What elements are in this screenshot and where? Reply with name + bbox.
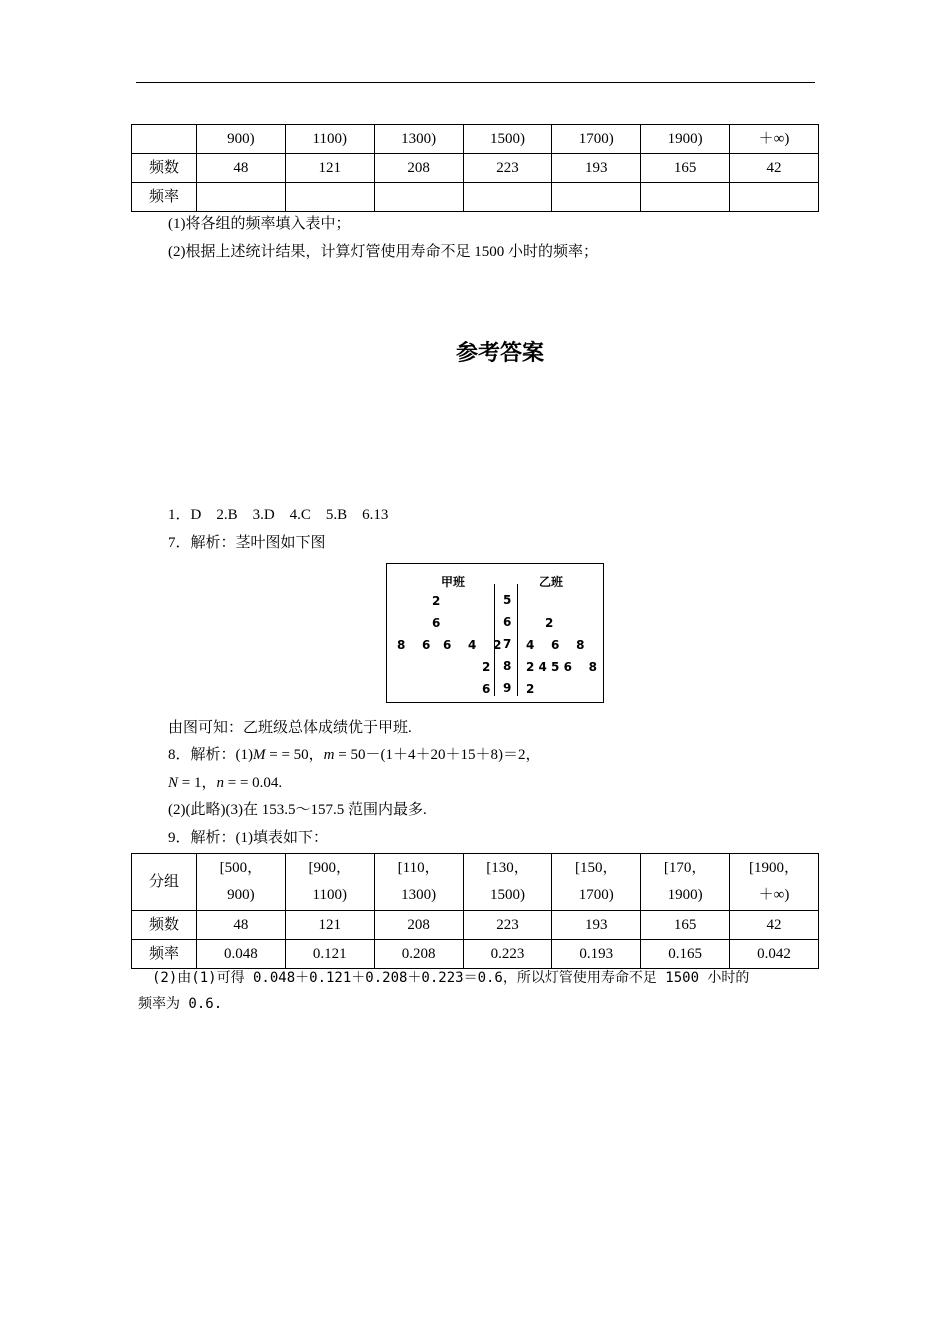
answer-9: 9．解析：(1)填表如下：: [168, 830, 328, 846]
table-cell: 1500): [463, 125, 552, 154]
table-cell: 1100): [285, 125, 374, 154]
left-leaves: 6: [482, 682, 491, 696]
interval-end: 1700): [578, 887, 614, 903]
question-1: (1)将各组的频率填入表中；: [168, 216, 351, 232]
interval-start: [500，: [219, 860, 263, 876]
table-cell: [374, 183, 463, 212]
right-leaves: 2: [545, 616, 554, 630]
table-cell: 48: [197, 911, 286, 940]
answer-8-line1: [168, 743, 540, 764]
table-cell: 0.121: [285, 940, 374, 969]
interval-end: 900): [227, 887, 255, 903]
header-rule: [136, 82, 815, 83]
table-cell: 165: [641, 154, 730, 183]
stem-value: 8: [503, 659, 512, 673]
answers-1-6: 1．D 2.B 3.D 4.C 5.B 6.13: [168, 507, 389, 523]
lifespan-table-filled: [131, 853, 819, 969]
table-cell: [463, 854, 552, 911]
table-cell: 208: [374, 154, 463, 183]
answer-8-part2: (2)(此略)(3)在 153.5～157.5 范围内最多.: [168, 802, 427, 818]
table-cell: 0.048: [197, 940, 286, 969]
table-cell: [374, 854, 463, 911]
table-cell: [285, 854, 374, 911]
table-cell: 1300): [374, 125, 463, 154]
table-cell: 1700): [552, 125, 641, 154]
question-2: (2)根据上述统计结果，计算灯管使用寿命不足 1500 小时的频率；: [168, 244, 598, 260]
stem-leaf-plot: [386, 563, 604, 703]
interval-start: [170，: [663, 860, 707, 876]
table-cell: 193: [552, 154, 641, 183]
table-cell: 0.208: [374, 940, 463, 969]
table-cell: 193: [552, 911, 641, 940]
table-cell: 208: [374, 911, 463, 940]
answer-8-text: = 50－(1＋4＋20＋15＋8)＝2，: [334, 747, 541, 763]
table-cell: 121: [285, 911, 374, 940]
left-leaves: 6: [432, 616, 441, 630]
table-cell: 0.042: [730, 940, 819, 969]
table-cell: [197, 854, 286, 911]
stem-value: 5: [503, 593, 512, 607]
left-leaves: 2: [432, 594, 441, 608]
interval-end: ＋∞): [758, 887, 790, 903]
right-leaves: 2 4 5 6 8: [526, 660, 597, 674]
table-cell: 121: [285, 154, 374, 183]
answer-7-conclusion: 由图可知：乙班级总体成绩优于甲班.: [168, 720, 412, 736]
table-row: [132, 911, 819, 940]
interval-start: [110，: [397, 860, 440, 876]
table-row: [132, 154, 819, 183]
row-label: 频率: [132, 940, 197, 969]
row-label: 分组: [132, 854, 197, 911]
table-cell: 42: [730, 154, 819, 183]
table-row: [132, 183, 819, 212]
answer-8-text: = 1，: [178, 775, 217, 791]
answer-8-line2: [168, 771, 282, 792]
table-row: [132, 854, 819, 911]
table-cell: 900): [197, 125, 286, 154]
left-class-label: 甲班: [441, 575, 466, 589]
table-cell: [641, 183, 730, 212]
answer-9-part2-line2: 频率为 0.6.: [138, 996, 223, 1012]
table-cell: [641, 854, 730, 911]
right-leaves: 2: [526, 682, 535, 696]
page-title: 参考答案: [455, 341, 544, 366]
interval-start: [150，: [575, 860, 618, 876]
table-cell: 0.165: [641, 940, 730, 969]
right-leaves: 4 6 8: [526, 638, 585, 652]
right-class-label: 乙班: [539, 575, 564, 589]
table-cell: 223: [463, 154, 552, 183]
row-label: 频率: [132, 183, 197, 212]
answer-8-text: = = 50，: [265, 747, 324, 763]
answer-9-part2-line1: (2)由(1)可得 0.048＋0.121＋0.208＋0.223＝0.6，所以灯管使用寿命不足 1500 小时的: [138, 970, 750, 986]
lifespan-table-partial: [131, 124, 819, 212]
table-row: [132, 125, 819, 154]
interval-start: [130，: [486, 860, 529, 876]
table-cell: [552, 183, 641, 212]
table-cell: [730, 854, 819, 911]
answer-7: 7．解析：茎叶图如下图: [168, 535, 326, 551]
row-label: 频数: [132, 154, 197, 183]
interval-start: [900，: [308, 860, 352, 876]
interval-end: 1100): [312, 887, 347, 903]
stem-value: 9: [503, 681, 512, 695]
answer-8-text: = = 0.04.: [223, 775, 283, 791]
table-cell: 0.193: [552, 940, 641, 969]
var-N: N: [168, 775, 179, 791]
table-cell: 165: [641, 911, 730, 940]
table-cell: [132, 125, 197, 154]
table-cell: [285, 183, 374, 212]
table-cell: 0.223: [463, 940, 552, 969]
interval-end: 1500): [489, 887, 525, 903]
table-cell: 1900): [641, 125, 730, 154]
interval-end: 1900): [667, 887, 703, 903]
table-cell: ＋∞): [730, 125, 819, 154]
table-cell: 42: [730, 911, 819, 940]
table-cell: [730, 183, 819, 212]
interval-end: 1300): [401, 887, 437, 903]
stem-divider-right: [517, 584, 518, 696]
row-label: 频数: [132, 911, 197, 940]
table-cell: [552, 854, 641, 911]
interval-start: [1900，: [749, 860, 800, 876]
answer-8-prefix: 8．解析：(1): [168, 747, 253, 763]
table-cell: [463, 183, 552, 212]
left-leaves: 8 6 6 4 2: [397, 638, 502, 652]
var-m: m: [323, 747, 335, 763]
stem-value: 6: [503, 615, 512, 629]
table-cell: 48: [197, 154, 286, 183]
var-n: n: [216, 775, 224, 791]
table-cell: 223: [463, 911, 552, 940]
table-cell: [197, 183, 286, 212]
var-M: M: [253, 747, 266, 763]
left-leaves: 2: [482, 660, 491, 674]
stem-value: 7: [503, 637, 512, 651]
